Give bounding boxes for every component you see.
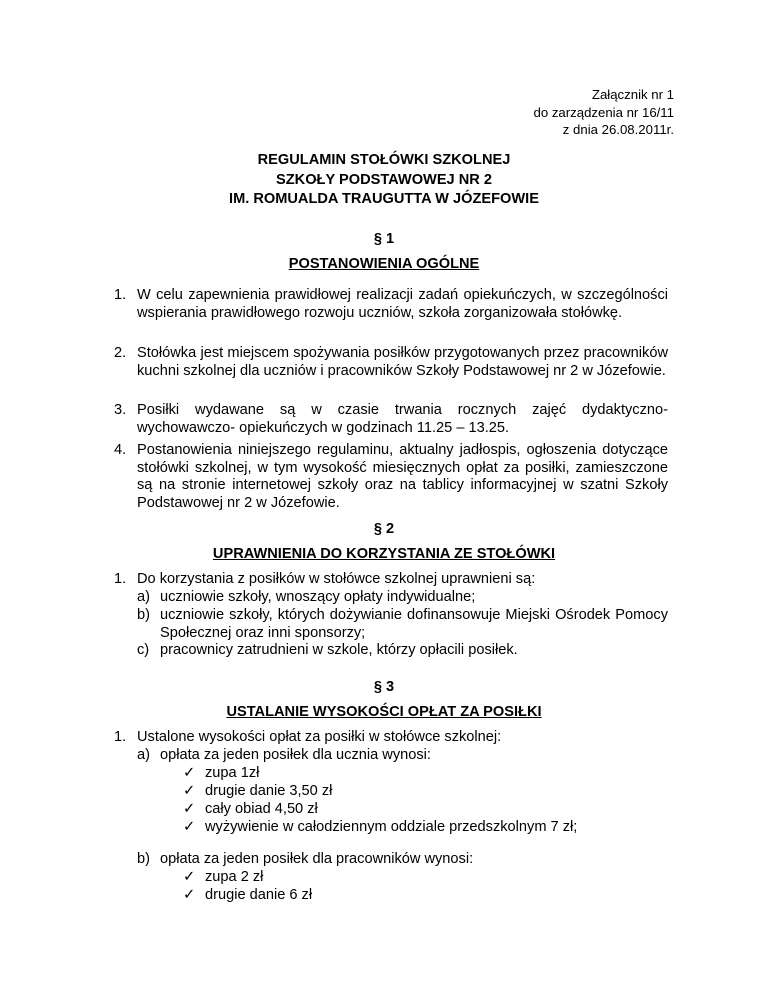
section-1-item-3 [114, 402, 668, 437]
sub-letter: a) [137, 589, 150, 605]
sub-text: pracownicy zatrudnieni w szkole, którzy opłacili posiłek. [160, 642, 518, 658]
price-item [183, 869, 263, 887]
item-number: 4. [114, 442, 127, 458]
section-3-sub-b [137, 851, 668, 869]
price-text: drugie danie 3,50 zł [205, 783, 333, 799]
sub-letter: b) [137, 851, 150, 867]
section-2-heading: UPRAWNIENIA DO KORZYSTANIA ZE STOŁÓWKI [212, 546, 556, 562]
price-item [183, 819, 577, 837]
section-1-item-1 [114, 287, 668, 322]
section-2-sub-a [137, 589, 668, 607]
item-number: 1. [114, 571, 127, 587]
price-text: cały obiad 4,50 zł [205, 801, 318, 817]
price-text: drugie danie 6 zł [205, 887, 313, 903]
section-1-item-4 [114, 442, 668, 512]
title-line-3: IM. ROMUALDA TRAUGUTTA W JÓZEFOWIE [229, 191, 539, 207]
sub-letter: c) [137, 642, 150, 658]
annex-line-1: Załącznik nr 1 [591, 87, 674, 102]
section-2-number: § 2 [373, 521, 395, 537]
checkmark-icon: ✓ [183, 783, 196, 799]
item-text: Stołówka jest miejscem spożywania posiłków przygotowanych przez pracowników kuchni szkolnej dla uczniów i pracowników Szkoły Podstawowej nr 2 w Józefowie. [137, 345, 668, 379]
price-item [183, 783, 332, 801]
title-line-2: SZKOŁY PODSTAWOWEJ NR 2 [276, 171, 492, 188]
item-number: 3. [114, 402, 127, 418]
annex-line-2: do zarządzenia nr 16/11 [533, 104, 674, 120]
item-number: 2. [114, 345, 127, 361]
section-3-item-1 [114, 729, 668, 747]
section-1-number: § 1 [373, 231, 395, 247]
sub-text: uczniowie szkoły, wnoszący opłaty indywidualne; [160, 589, 476, 605]
price-item [183, 765, 259, 783]
item-text: Ustalone wysokości opłat za posiłki w stołówce szkolnej: [137, 729, 502, 745]
checkmark-icon: ✓ [183, 887, 196, 903]
sub-text: uczniowie szkoły, których dożywianie dofinansowuje Miejski Ośrodek Pomocy Społecznej oraz inni sponsorzy; [160, 607, 668, 641]
section-3-number: § 3 [373, 679, 395, 695]
checkmark-icon: ✓ [183, 819, 196, 835]
price-text: wyżywienie w całodziennym oddziale przedszkolnym 7 zł; [205, 819, 578, 835]
checkmark-icon: ✓ [183, 869, 196, 885]
item-text: W celu zapewnienia prawidłowej realizacji zadań opiekuńczych, w szczególności wspierania prawidłowego rozwoju uczniów, szkoła zorganizowała stołówkę. [137, 287, 668, 321]
section-2-sub-b [137, 607, 668, 642]
item-number: 1. [114, 729, 127, 745]
sub-letter: a) [137, 747, 150, 763]
annex-line-3: z dnia 26.08.2011r. [562, 122, 674, 138]
section-1-heading: POSTANOWIENIA OGÓLNE [288, 256, 480, 272]
price-item [183, 887, 312, 905]
title-line-1: REGULAMIN STOŁÓWKI SZKOLNEJ [257, 152, 511, 168]
section-3-heading: USTALANIE WYSOKOŚCI OPŁAT ZA POSIŁKI [226, 704, 542, 720]
sub-text: opłata za jeden posiłek dla pracowników wynosi: [160, 851, 474, 867]
checkmark-icon: ✓ [183, 801, 196, 817]
checkmark-icon: ✓ [183, 765, 196, 781]
price-text: zupa 1zł [205, 765, 260, 781]
item-text: Posiłki wydawane są w czasie trwania rocznych zajęć dydaktyczno-wychowawczo- opiekuńczych w godzinach 11.25 – 13.25. [137, 402, 668, 436]
section-1-item-2 [114, 345, 668, 380]
section-3-sub-a [137, 747, 668, 765]
annex-note [533, 86, 674, 139]
item-number: 1. [114, 287, 127, 303]
sub-text: opłata za jeden posiłek dla ucznia wynosi: [160, 747, 431, 763]
price-item [183, 801, 318, 819]
document-title [100, 151, 668, 210]
section-2-sub-c [137, 642, 668, 660]
section-2-item-1 [114, 571, 668, 589]
sub-letter: b) [137, 607, 150, 623]
item-text: Postanowienia niniejszego regulaminu, aktualny jadłospis, ogłoszenia dotyczące stołówki szkolnej, w tym wysokość miesięcznych opłat za posiłki, zamieszczone są na stronie internetowej szkoły oraz na tablicy informacyjnej w szatni Szkoły Podstawowej nr 2 w Józefowie. [137, 442, 668, 511]
price-text: zupa 2 zł [205, 869, 264, 885]
item-text: Do korzystania z posiłków w stołówce szkolnej uprawnieni są: [137, 571, 536, 587]
